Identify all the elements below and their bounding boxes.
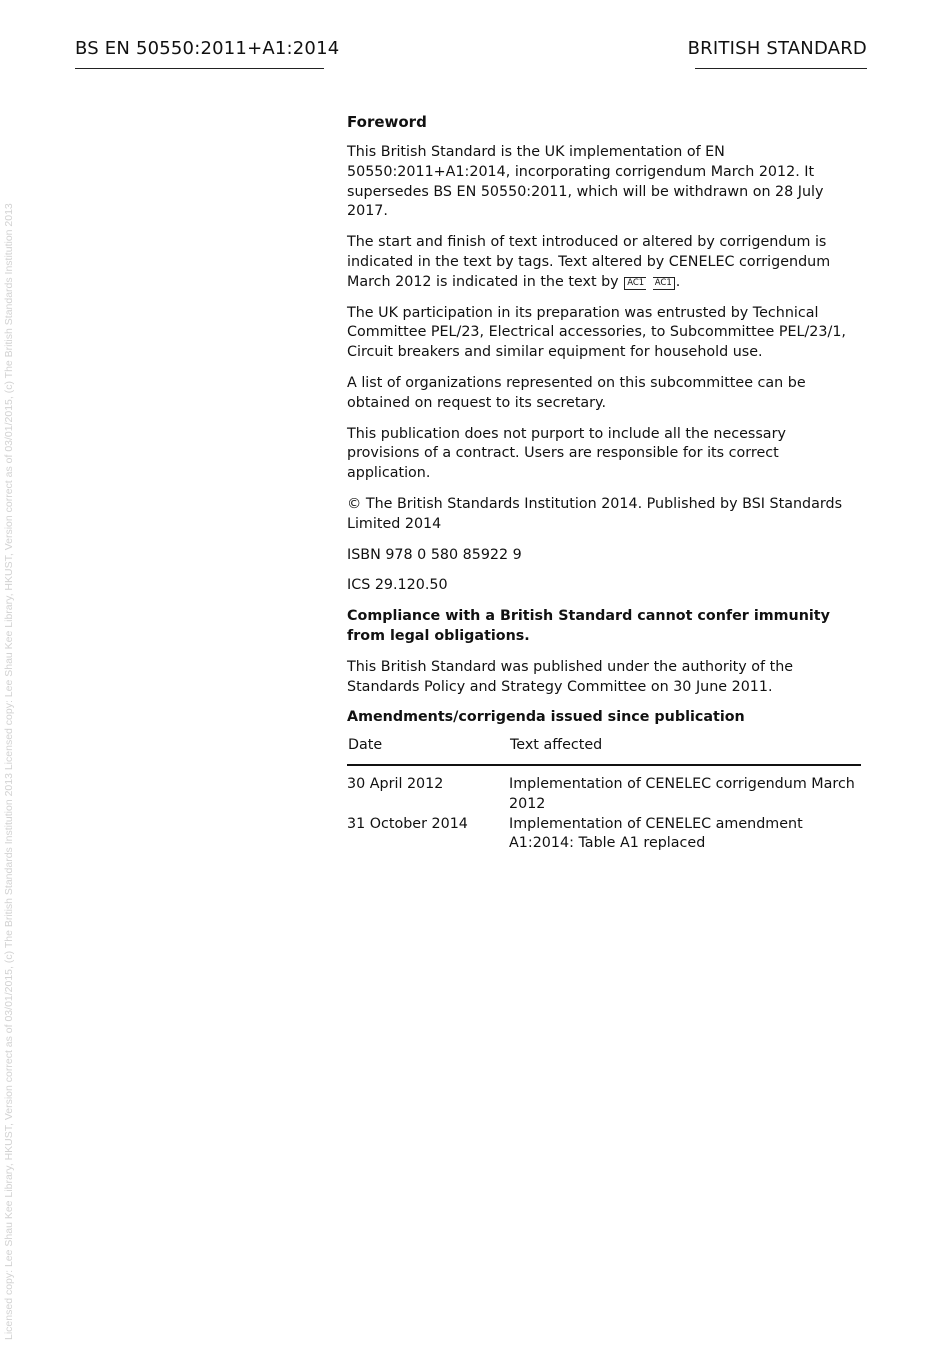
- contract-paragraph: This publication does not purport to include all the necessary provisions of a contract. Users are responsible for its correct application.: [347, 425, 786, 482]
- amendments-header-row: [347, 730, 861, 765]
- corrigendum-tags-end: .: [675, 273, 681, 290]
- corrigendum-tags-paragraph: [347, 233, 862, 292]
- corrigendum-end-tag-icon: AC1: [653, 277, 675, 290]
- corrigendum-tags-text: The start and finish of text introduced or altered by corrigendum is indicated in the text by tags. Text altered by CENELEC corrigendum March 2012 is indicated in the text by: [347, 234, 831, 290]
- organizations-paragraph: A list of organizations represented on this subcommittee can be obtained on request to its secretary.: [347, 374, 806, 411]
- document-number: BS EN 50550:2011+A1:2014: [75, 38, 340, 59]
- copyright-paragraph: © The British Standards Institution 2014. Published by BSI Standards Limited 2014: [347, 495, 843, 532]
- amendment-text: Implementation of CENELEC corrigendum March 2012: [509, 775, 855, 812]
- isbn: ISBN 978 0 580 85922 9: [347, 546, 522, 563]
- publisher-label: BRITISH STANDARD: [687, 38, 867, 59]
- license-watermark: Licensed copy: Lee Shau Kee Library, HKUST, Version correct as of 03/01/2015, (c) The British Standards Institution 2013 Licensed copy: Lee Shau Kee Library, HKUST, Version correct as of 03/01/2015, (c) The British Standards Institution 2013: [3, 203, 15, 1340]
- participation-paragraph: The UK participation in its preparation was entrusted by Technical Committee PEL/23, Electrical accessories, to Subcommittee PEL/23/1, Circuit breakers and similar equipment for household use.: [347, 304, 846, 361]
- table-row: [347, 765, 861, 815]
- amendments-table: [347, 730, 861, 854]
- authority-paragraph: This British Standard was published under the authority of the Standards Policy and Strategy Committee on 30 June 2011.: [347, 658, 794, 695]
- amendment-date: 30 April 2012: [347, 775, 444, 792]
- amendment-date: 31 October 2014: [347, 815, 468, 832]
- implementation-paragraph: This British Standard is the UK implementation of EN 50550:2011+A1:2014, incorporating corrigendum March 2012. It supersedes BS EN 50550:2011, which will be withdrawn on 28 July 2017.: [347, 144, 824, 220]
- amendments-heading: Amendments/corrigenda issued since publication: [347, 709, 745, 726]
- corrigendum-start-tag-icon: AC1: [624, 277, 646, 290]
- header-rule-left: [75, 68, 324, 69]
- foreword-heading: Foreword: [347, 113, 427, 131]
- compliance-statement: Compliance with a British Standard cannot confer immunity from legal obligations.: [347, 608, 830, 644]
- amendment-text: Implementation of CENELEC amendment A1:2014: Table A1 replaced: [509, 815, 803, 852]
- header-rule-right: [695, 68, 867, 69]
- foreword-section: [347, 112, 862, 854]
- table-row: [347, 815, 861, 855]
- date-column-header: Date: [347, 730, 509, 765]
- ics: ICS 29.120.50: [347, 577, 448, 594]
- text-affected-column-header: Text affected: [509, 730, 861, 765]
